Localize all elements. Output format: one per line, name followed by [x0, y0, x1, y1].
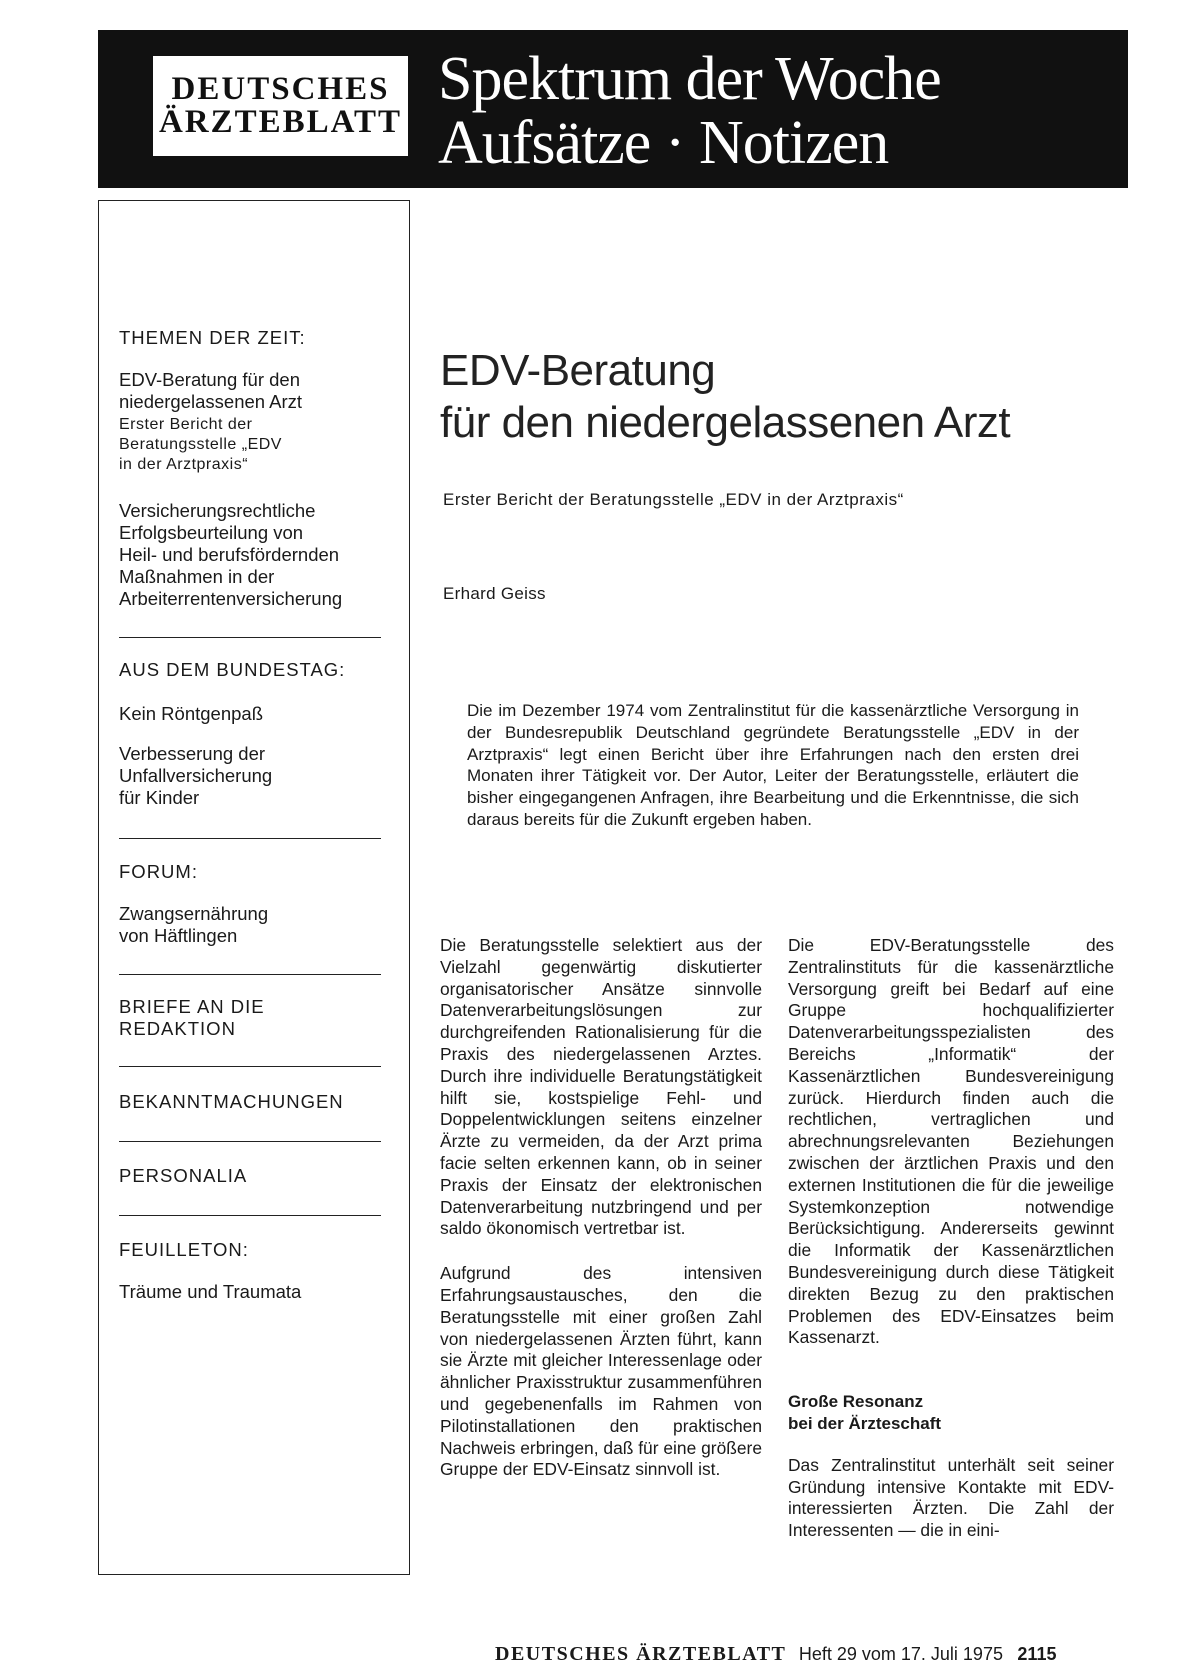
footer-magazine-name: DEUTSCHES ÄRZTEBLATT [495, 1643, 787, 1665]
sidebar-divider [119, 974, 381, 975]
sidebar-subtitle-line: Beratungsstelle „EDV [119, 436, 282, 453]
page-number: 2115 [1017, 1644, 1057, 1664]
sidebar-heading-line: BRIEFE AN DIE [119, 996, 265, 1017]
logo-line-2: ÄRZTEBLATT [158, 104, 403, 140]
sidebar-divider [119, 1066, 381, 1067]
sidebar-divider [119, 637, 381, 638]
article-column-left [440, 935, 762, 1481]
article-subtitle: Erster Bericht der Beratungsstelle „EDV in der Arztpraxis“ [443, 490, 904, 509]
article-paragraph: Die Beratungsstelle selektiert aus der Vielzahl gegenwärtig diskutierter organisatorischer Ansätze sinnvolle Datenverarbeitungslösungen zur durchgreifenden Rationalisierung für die Praxis des niedergelassenen Arztes. Durch ihre individuelle Beratungstätigkeit hilft sie, kostspielige Fehl- und Doppelentwicklungen seitens einzelner Ärzte zu vermeiden, da der Arzt prima facie selten erkennen kann, ob in seiner Praxis der Einsatz der elektronischen Datenverarbeitung nutzbringend und per saldo ökonomisch vertretbar ist. [440, 935, 762, 1239]
sidebar-entry-traeume: Träume und Traumata [119, 1281, 302, 1302]
sidebar-entry-roentgenpass: Kein Röntgenpaß [119, 703, 263, 724]
article-paragraph: Die EDV-Beratungsstelle des Zentralinstituts für die kassenärztliche Versorgung greift bei Bedarf auf eine Gruppe hochqualifizierter Datenverarbeitungsspezialisten des Bereichs „Informatik“ der Kassenärztlichen Bundesvereinigung zurück. Hierdurch finden auch die rechtlichen, vertraglichen und abrechnungsrelevanten Beziehungen zwischen der ärztlichen Praxis und den externen Institutionen die für die jeweilige Systemkonzeption notwendige Berücksichtigung. Andererseits gewinnt die Informatik der Kassenärztlichen Bundesvereinigung durch diese Tätigkeit direkten Bezug zu den praktischen Problemen des EDV-Einsatzes beim Kassenarzt. [788, 935, 1114, 1348]
sidebar-entry-edv-beratung [119, 369, 399, 413]
sidebar-subtitle-line: Erster Bericht der [119, 416, 253, 433]
sidebar-entry-line: Unfallversicherung [119, 765, 273, 786]
sidebar-entry-line: Versicherungsrechtliche [119, 500, 316, 521]
contents-sidebar [98, 200, 410, 1575]
sidebar-entry-zwangsernaehrung [119, 903, 399, 947]
magazine-logo [153, 56, 408, 156]
sidebar-entry-line: Verbesserung der [119, 743, 266, 764]
masthead [98, 30, 1128, 188]
sidebar-heading-forum: FORUM: [119, 861, 198, 882]
page-footer [495, 1642, 1056, 1668]
sidebar-entry-line: niedergelassenen Arzt [119, 391, 303, 412]
sidebar-entry-line: Arbeiterrentenversicherung [119, 588, 343, 609]
section-title-line-1: Spektrum der Woche [438, 45, 941, 113]
sidebar-entry-versicherung [119, 500, 399, 610]
sidebar-divider [119, 1215, 381, 1216]
sidebar-heading-line: REDAKTION [119, 1018, 236, 1039]
footer-issue: Heft 29 vom 17. Juli 1975 [798, 1644, 1003, 1664]
sidebar-subtitle-line: in der Arztpraxis“ [119, 456, 249, 473]
sidebar-heading-briefe [119, 996, 399, 1040]
article-subheading [788, 1391, 1114, 1435]
article-abstract: Die im Dezember 1974 vom Zentralinstitut für die kassenärztliche Versorgung in der Bundesrepublik Deutschland gegründete Beratungsstelle „EDV in der Arztpraxis“ legt einen Bericht über ihre Erfahrungen nach den ersten drei Monaten ihrer Tätigkeit vor. Der Autor, Leiter der Beratungsstelle, erläutert die bisher eingegangenen Anfragen, ihre Bearbeitung und die Erkenntnisse, die sich daraus bereits für die Zukunft ergeben haben. [467, 701, 1079, 829]
article-author: Erhard Geiss [443, 584, 546, 603]
sidebar-heading-feuilleton: FEUILLETON: [119, 1239, 249, 1260]
sidebar-entry-line: Maßnahmen in der [119, 566, 275, 587]
article-column-right [788, 935, 1114, 1542]
logo-line-1: DEUTSCHES [171, 71, 390, 107]
sidebar-entry-line: für Kinder [119, 787, 200, 808]
sidebar-heading-themen: THEMEN DER ZEIT: [119, 327, 306, 348]
sidebar-heading-personalia: PERSONALIA [119, 1165, 248, 1186]
sidebar-entry-line: Heil- und berufsfördernden [119, 544, 340, 565]
sidebar-divider [119, 1141, 381, 1142]
section-title-line-2: Aufsätze · Notizen [438, 109, 889, 177]
article-title-line-2: für den niedergelassenen Arzt [440, 398, 1011, 447]
sidebar-entry-line: von Häftlingen [119, 925, 238, 946]
article-subheading-line: bei der Ärzteschaft [788, 1413, 942, 1433]
article-subheading-line: Große Resonanz [788, 1392, 924, 1412]
sidebar-entry-line: Erfolgsbeurteilung von [119, 522, 304, 543]
sidebar-entry-unfallversicherung [119, 743, 399, 809]
article-title-line-1: EDV-Beratung [440, 346, 716, 395]
sidebar-entry-subtitle [119, 415, 399, 475]
sidebar-entry-line: EDV-Beratung für den [119, 369, 300, 390]
sidebar-heading-bundestag: AUS DEM BUNDESTAG: [119, 659, 346, 680]
sidebar-entry-line: Zwangsernährung [119, 903, 269, 924]
article-paragraph: Das Zentralinstitut unterhält seit seiner Gründung intensive Kontakte mit EDV-interessierten Ärzten. Die Zahl der Interessenten — die in eini- [788, 1454, 1114, 1541]
article-title [440, 345, 1010, 449]
sidebar-heading-bekanntmachungen: BEKANNTMACHUNGEN [119, 1091, 344, 1112]
sidebar-divider [119, 838, 381, 839]
article-paragraph: Aufgrund des intensiven Erfahrungsaustausches, den die Beratungsstelle mit einer großen Zahl von niedergelassenen Ärzten führt, kann sie Ärzte mit gleicher Interessenlage oder ähnlicher Praxisstruktur zusammenführen und gegebenenfalls im Rahmen von Pilotinstallationen den praktischen Nachweis erbringen, daß für eine größere Gruppe der EDV-Einsatz sinnvoll ist. [440, 1263, 762, 1480]
